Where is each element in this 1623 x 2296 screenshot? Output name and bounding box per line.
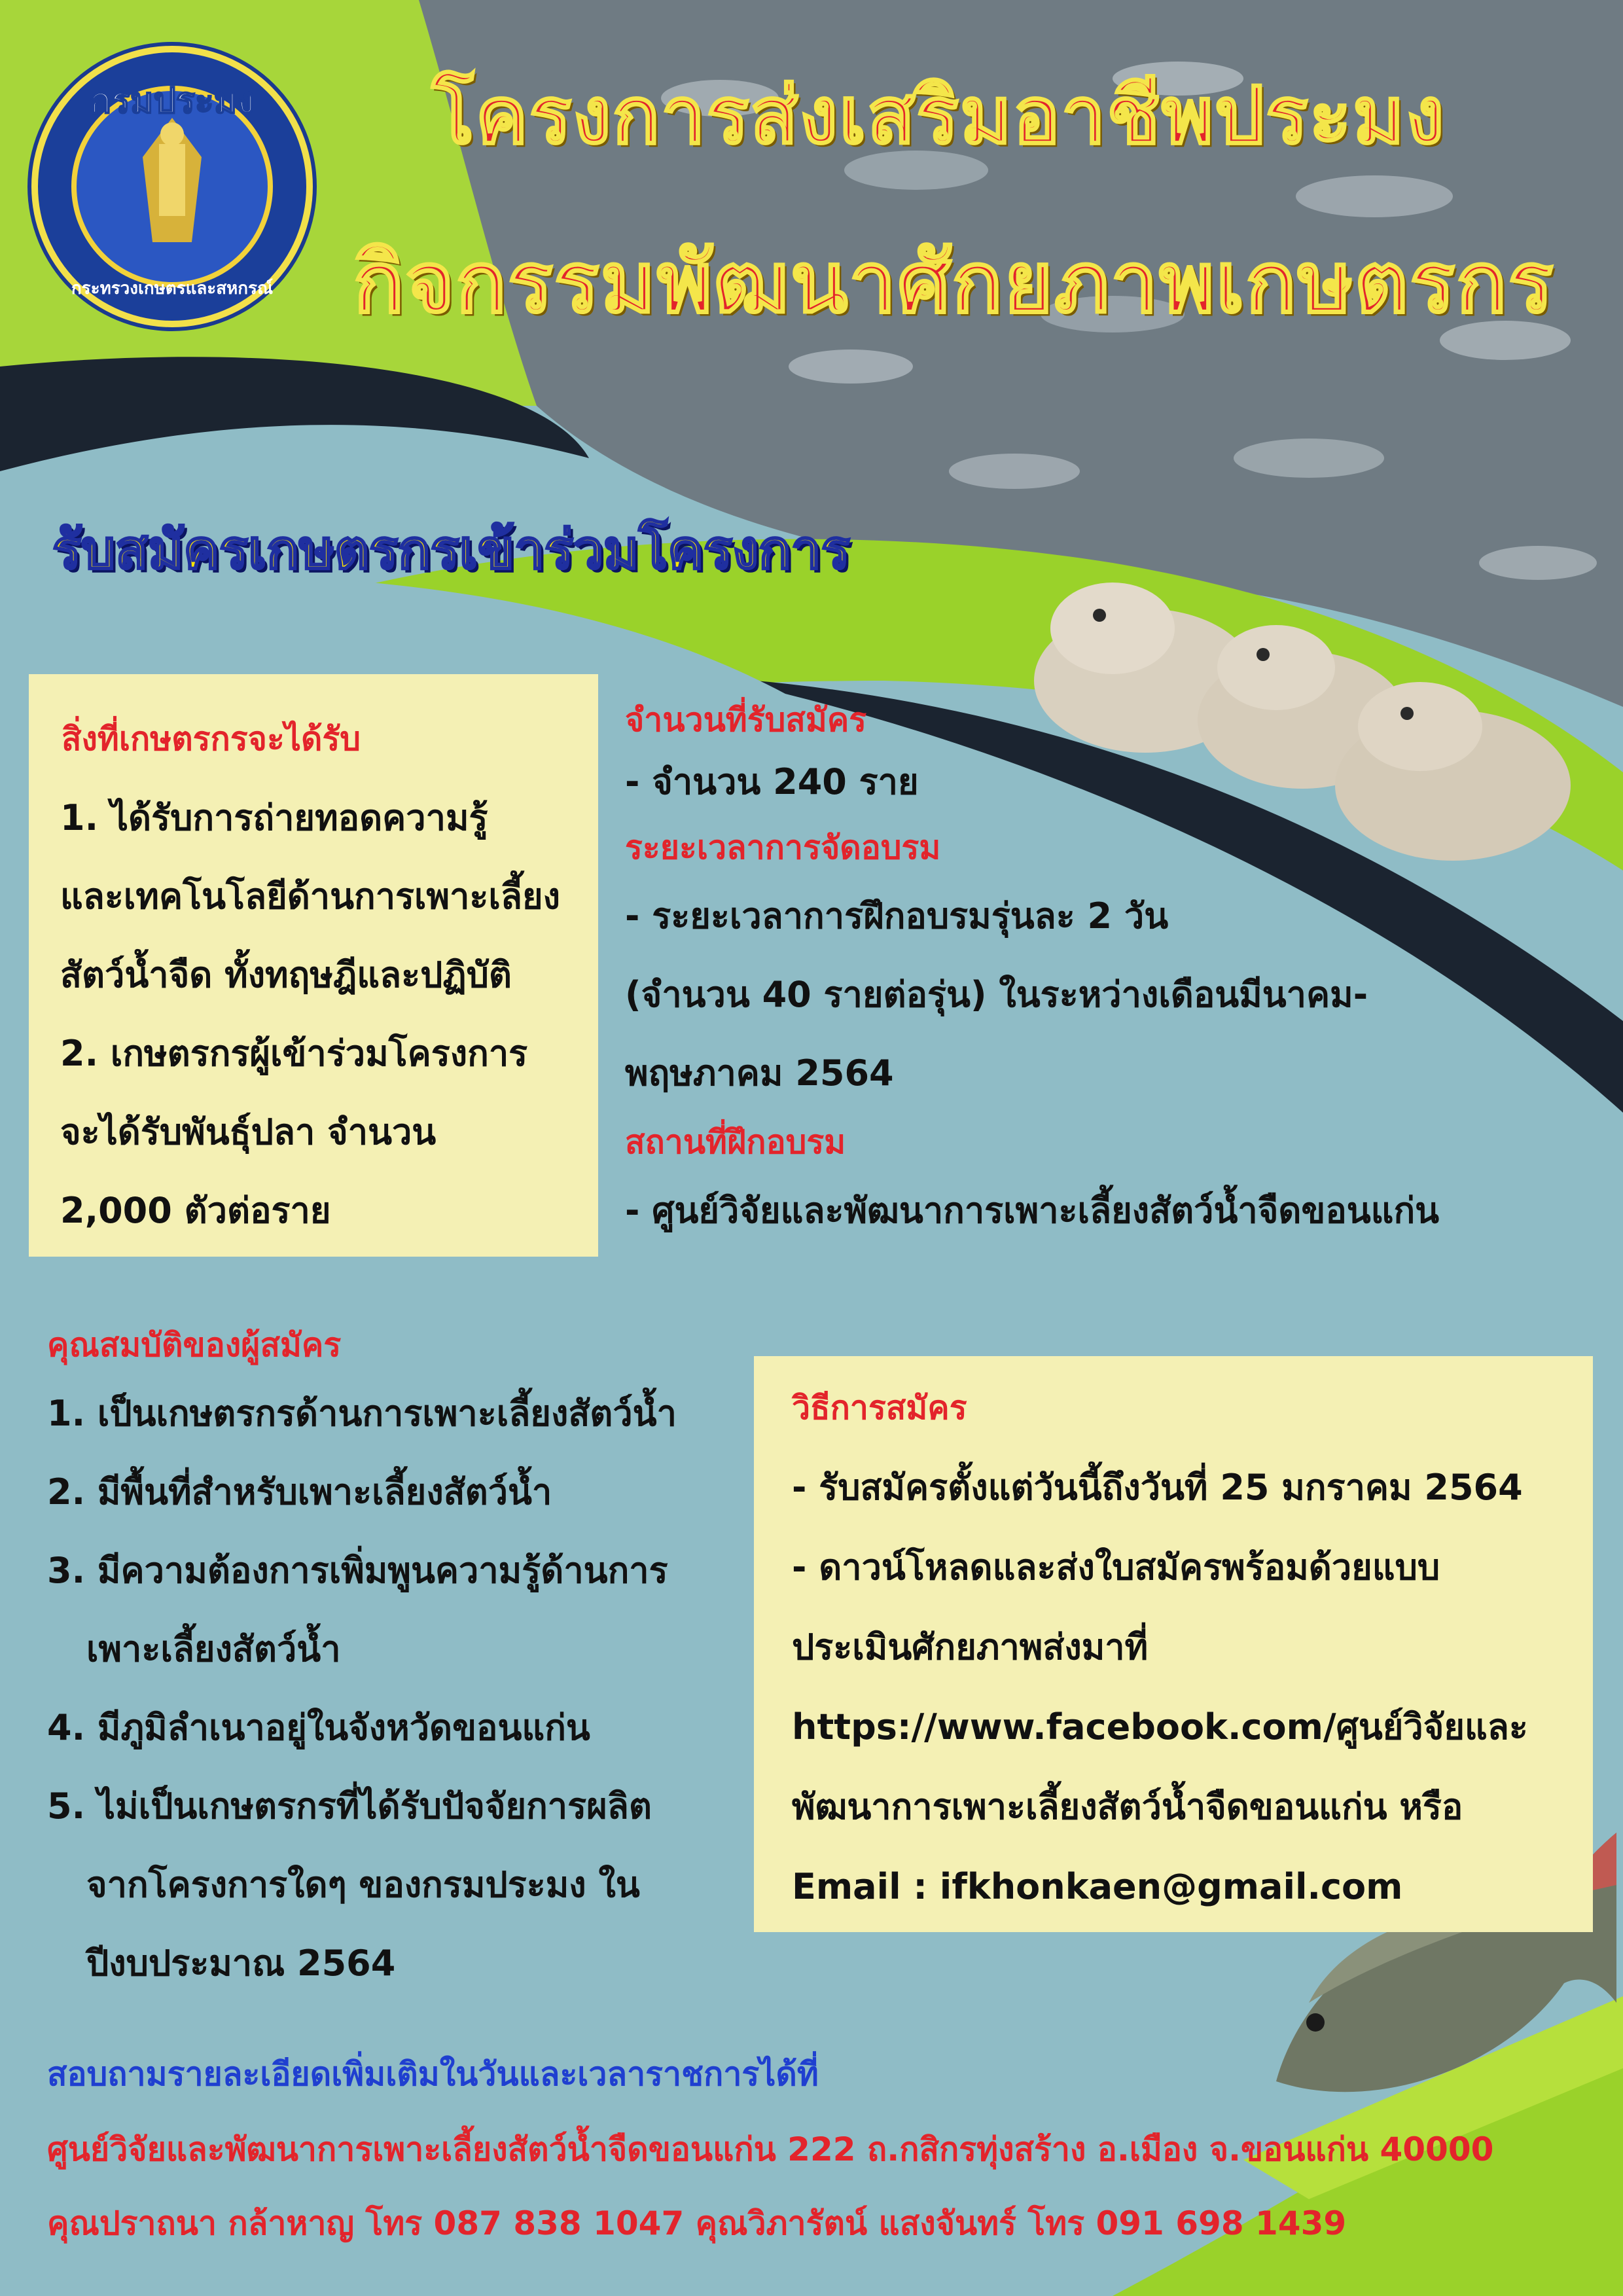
application-line: ประเมินศักยภาพส่งมาที่ bbox=[792, 1626, 1149, 1668]
application-line: - รับสมัครตั้งแต่วันนี้ถึงวันที่ 25 มกราคม 2564 bbox=[792, 1467, 1523, 1508]
inquiry-text: สอบถามรายละเอียดเพิ่มเติมในวันและเวลาราชการได้ที่ bbox=[47, 2055, 819, 2093]
qualification-line: เพาะเลี้ยงสัตว์น้ำ bbox=[86, 1628, 341, 1670]
logo-bottom-text: กระทรวงเกษตรและสหกรณ์ bbox=[71, 279, 274, 298]
qualification-line: 4. มีภูมิลำเนาอยู่ในจังหวัดขอนแก่น bbox=[47, 1707, 590, 1748]
application-panel bbox=[754, 1356, 1593, 1932]
application-line: - ดาวน์โหลดและส่งใบสมัครพร้อมด้วยแบบ bbox=[792, 1547, 1440, 1588]
qualification-line: 1. เป็นเกษตรกรด้านการเพาะเลี้ยงสัตว์น้ำ bbox=[47, 1393, 677, 1434]
period-line: - ระยะเวลาการฝึกอบรมรุ่นละ 2 วัน bbox=[625, 895, 1169, 937]
period-line: พฤษภาคม 2564 bbox=[625, 1052, 894, 1094]
contacts-text: คุณปราถนา กล้าหาญ โทร 087 838 1047 คุณวิภารัตน์ แสงจันทร์ โทร 091 698 1439 bbox=[47, 2204, 1347, 2242]
title-line-1: โครงการส่งเสริมอาชีพประมง bbox=[432, 71, 1446, 162]
application-heading: วิธีการสมัคร bbox=[792, 1389, 967, 1427]
benefit-line: และเทคโนโลยีด้านการเพาะเลี้ยง bbox=[60, 876, 560, 917]
qualification-line: จากโครงการใดๆ ของกรมประมง ใน bbox=[86, 1864, 640, 1905]
qualifications-section bbox=[47, 1316, 677, 2003]
period-line: (จำนวน 40 รายต่อรุ่น) ในระหว่างเดือนมีนาคม- bbox=[625, 974, 1368, 1015]
application-list bbox=[792, 1448, 1528, 1927]
benefit-line: 2,000 ตัวต่อราย bbox=[60, 1190, 331, 1231]
benefit-line: 1. ได้รับการถ่ายทอดความรู้ bbox=[60, 797, 488, 838]
qualification-line: 5. ไม่เป็นเกษตรกรที่ได้รับปัจจัยการผลิต bbox=[47, 1785, 652, 1827]
benefit-line: สัตว์น้ำจืด ทั้งทฤษฎีและปฏิบัติ bbox=[60, 954, 512, 996]
address-text: ศูนย์วิจัยและพัฒนาการเพาะเลี้ยงสัตว์น้ำจืดขอนแก่น 222 ถ.กสิกรทุ่งสร้าง อ.เมือง จ.ขอนแก่น 40000 bbox=[47, 2130, 1494, 2168]
title-line-2: กิจกรรมพัฒนาศักยภาพเกษตรกร bbox=[353, 234, 1555, 332]
qualification-line: 3. มีความต้องการเพิ่มพูนความรู้ด้านการ bbox=[47, 1550, 668, 1591]
subtitle: รับสมัครเกษตรกรเข้าร่วมโครงการ bbox=[52, 519, 850, 581]
qualifications-heading: คุณสมบัติของผู้สมัคร bbox=[47, 1326, 342, 1364]
logo-top-text: กรมประมง bbox=[90, 80, 255, 121]
qualification-line: 2. มีพื้นที่สำหรับเพาะเลี้ยงสัตว์น้ำ bbox=[47, 1471, 552, 1513]
qualification-line: ปีงบประมาณ 2564 bbox=[86, 1943, 396, 1984]
application-line: พัฒนาการเพาะเลี้ยงสัตว์น้ำจืดขอนแก่น หรือ bbox=[792, 1786, 1463, 1827]
period-heading: ระยะเวลาการจัดอบรม bbox=[625, 829, 941, 867]
quota-heading: จำนวนที่รับสมัคร bbox=[625, 701, 867, 739]
benefit-line: 2. เกษตรกรผู้เข้าร่วมโครงการ bbox=[60, 1033, 528, 1074]
venue-text: - ศูนย์วิจัยและพัฒนาการเพาะเลี้ยงสัตว์น้ำจืดขอนแก่น bbox=[625, 1190, 1440, 1231]
venue-heading: สถานที่ฝึกอบรม bbox=[625, 1123, 846, 1161]
benefits-panel bbox=[29, 674, 598, 1257]
benefit-line: จะได้รับพันธุ์ปลา จำนวน bbox=[60, 1111, 437, 1153]
facebook-link[interactable]: https://www.facebook.com/ศูนย์วิจัยและ bbox=[792, 1706, 1528, 1748]
department-logo bbox=[31, 46, 313, 327]
quota-text: - จำนวน 240 ราย bbox=[625, 761, 919, 802]
benefits-heading: สิ่งที่เกษตรกรจะได้รับ bbox=[62, 720, 361, 758]
benefits-list bbox=[60, 779, 560, 1250]
info-section bbox=[625, 694, 1439, 1250]
email-link[interactable]: Email : ifkhonkaen@gmail.com bbox=[792, 1866, 1403, 1907]
